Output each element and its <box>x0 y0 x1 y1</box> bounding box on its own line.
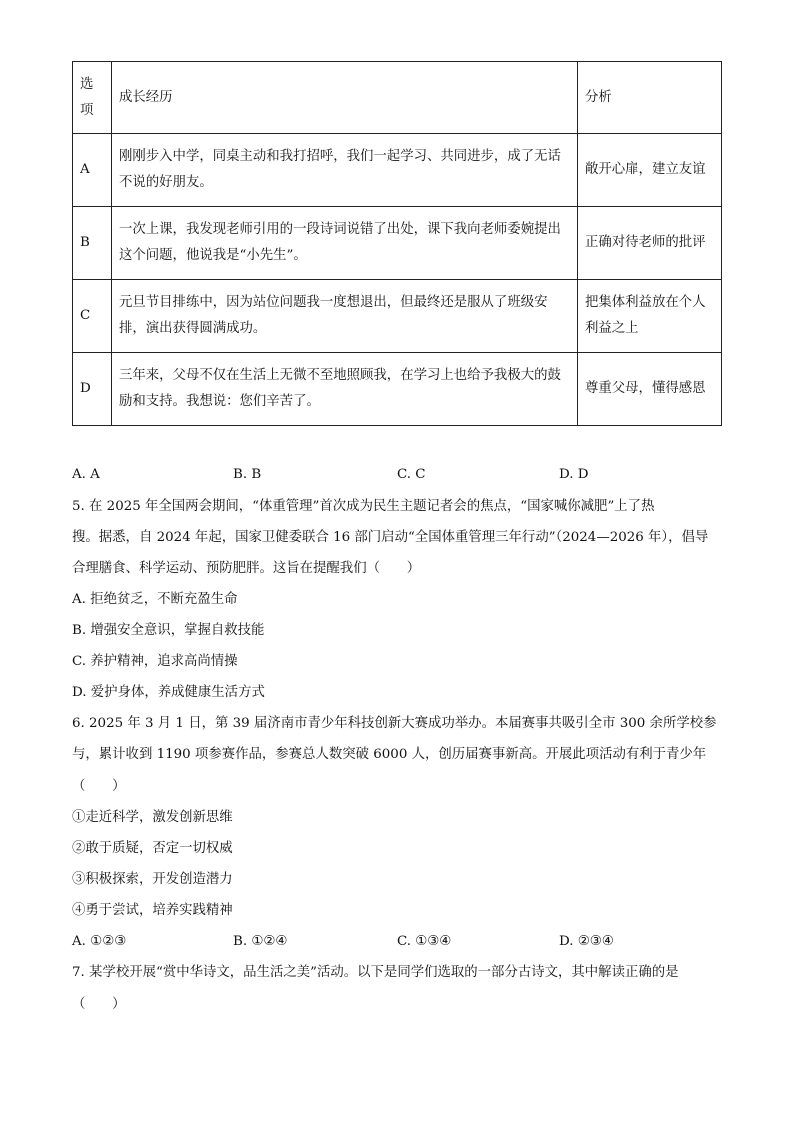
q5-choice-b[interactable]: B. 增强安全意识，掌握自救技能 <box>72 623 265 638</box>
row-option: B <box>73 207 112 280</box>
row-option: D <box>73 353 112 426</box>
choice-b[interactable]: B. ①②④ <box>233 934 288 949</box>
table-row <box>73 207 722 280</box>
q5-choice-d[interactable]: D. 爱护身体，养成健康生活方式 <box>72 685 265 700</box>
choice-d[interactable]: D. ②③④ <box>559 934 614 949</box>
row-option: A <box>73 134 112 207</box>
q6-statement: ③积极探索，开发创造潜力 <box>72 872 233 887</box>
table-header-row <box>73 62 722 134</box>
q6-stem-line: 6. 2025 年 3 月 1 日，第 39 届济南市青少年科技创新大赛成功举办。本届赛事共吸引全市 300 余所学校参 <box>72 716 717 731</box>
row-analysis: 尊重父母，懂得感恩 <box>578 353 722 426</box>
q6-statement: ②敢于质疑，否定一切权威 <box>72 841 233 856</box>
growth-experience-table <box>72 61 722 426</box>
q5-stem-line: 合理膳食、科学运动、预防肥胖。这旨在提醒我们（ ） <box>72 561 421 576</box>
q6-stem-line: 与，累计收到 1190 项参赛作品，参赛总人数突破 6000 人，创历届赛事新高。开展此项活动有利于青少年 <box>72 747 707 762</box>
table-row <box>73 134 722 207</box>
q6-stem-line: （ ） <box>72 779 126 794</box>
q4-choices <box>72 465 722 485</box>
q5-choice-c[interactable]: C. 养护精神，追求高尚情操 <box>72 654 238 669</box>
q6-statement: ④勇于尝试，培养实践精神 <box>72 903 233 918</box>
choice-a[interactable]: A. A <box>72 467 100 482</box>
row-analysis: 正确对待老师的批评 <box>578 207 722 280</box>
row-experience: 三年来，父母不仅在生活上无微不至地照顾我，在学习上也给予我极大的鼓励和支持。我想说：您们辛苦了。 <box>112 353 578 426</box>
table-row <box>73 353 722 426</box>
row-analysis: 敞开心扉，建立友谊 <box>578 134 722 207</box>
header-experience: 成长经历 <box>112 62 578 134</box>
row-experience: 一次上课，我发现老师引用的一段诗词说错了出处，课下我向老师委婉提出这个问题，他说我是“小先生”。 <box>112 207 578 280</box>
q6-statement: ①走近科学，激发创新思维 <box>72 810 233 825</box>
header-analysis: 分析 <box>578 62 722 134</box>
q5-stem-line: 5. 在 2025 年全国两会期间，“体重管理”首次成为民生主题记者会的焦点，“国家喊你减肥”上了热 <box>72 499 655 514</box>
row-option: C <box>73 280 112 353</box>
choice-c[interactable]: C. ①③④ <box>397 934 452 949</box>
row-analysis: 把集体利益放在个人利益之上 <box>578 280 722 353</box>
choice-d[interactable]: D. D <box>559 467 589 482</box>
table-row <box>73 280 722 353</box>
header-option: 选项 <box>73 62 112 134</box>
q7-stem-line: 7. 某学校开展“赏中华诗文，品生活之美”活动。以下是同学们选取的一部分古诗文，其中解读正确的是 <box>72 965 679 980</box>
choice-a[interactable]: A. ①②③ <box>72 934 127 949</box>
q5-stem-line: 搜。据悉，自 2024 年起，国家卫健委联合 16 部门启动“全国体重管理三年行动”（2024—2026 年），倡导 <box>72 530 709 545</box>
row-experience: 刚刚步入中学，同桌主动和我打招呼，我们一起学习、共同进步，成了无话不说的好朋友。 <box>112 134 578 207</box>
q5-choice-a[interactable]: A. 拒绝贫乏，不断充盈生命 <box>72 592 238 607</box>
q6-choices <box>72 932 722 952</box>
q7-stem-line: （ ） <box>72 997 126 1012</box>
row-experience: 元旦节目排练中，因为站位问题我一度想退出，但最终还是服从了班级安排，演出获得圆满成功。 <box>112 280 578 353</box>
choice-c[interactable]: C. C <box>397 467 426 482</box>
choice-b[interactable]: B. B <box>233 467 262 482</box>
